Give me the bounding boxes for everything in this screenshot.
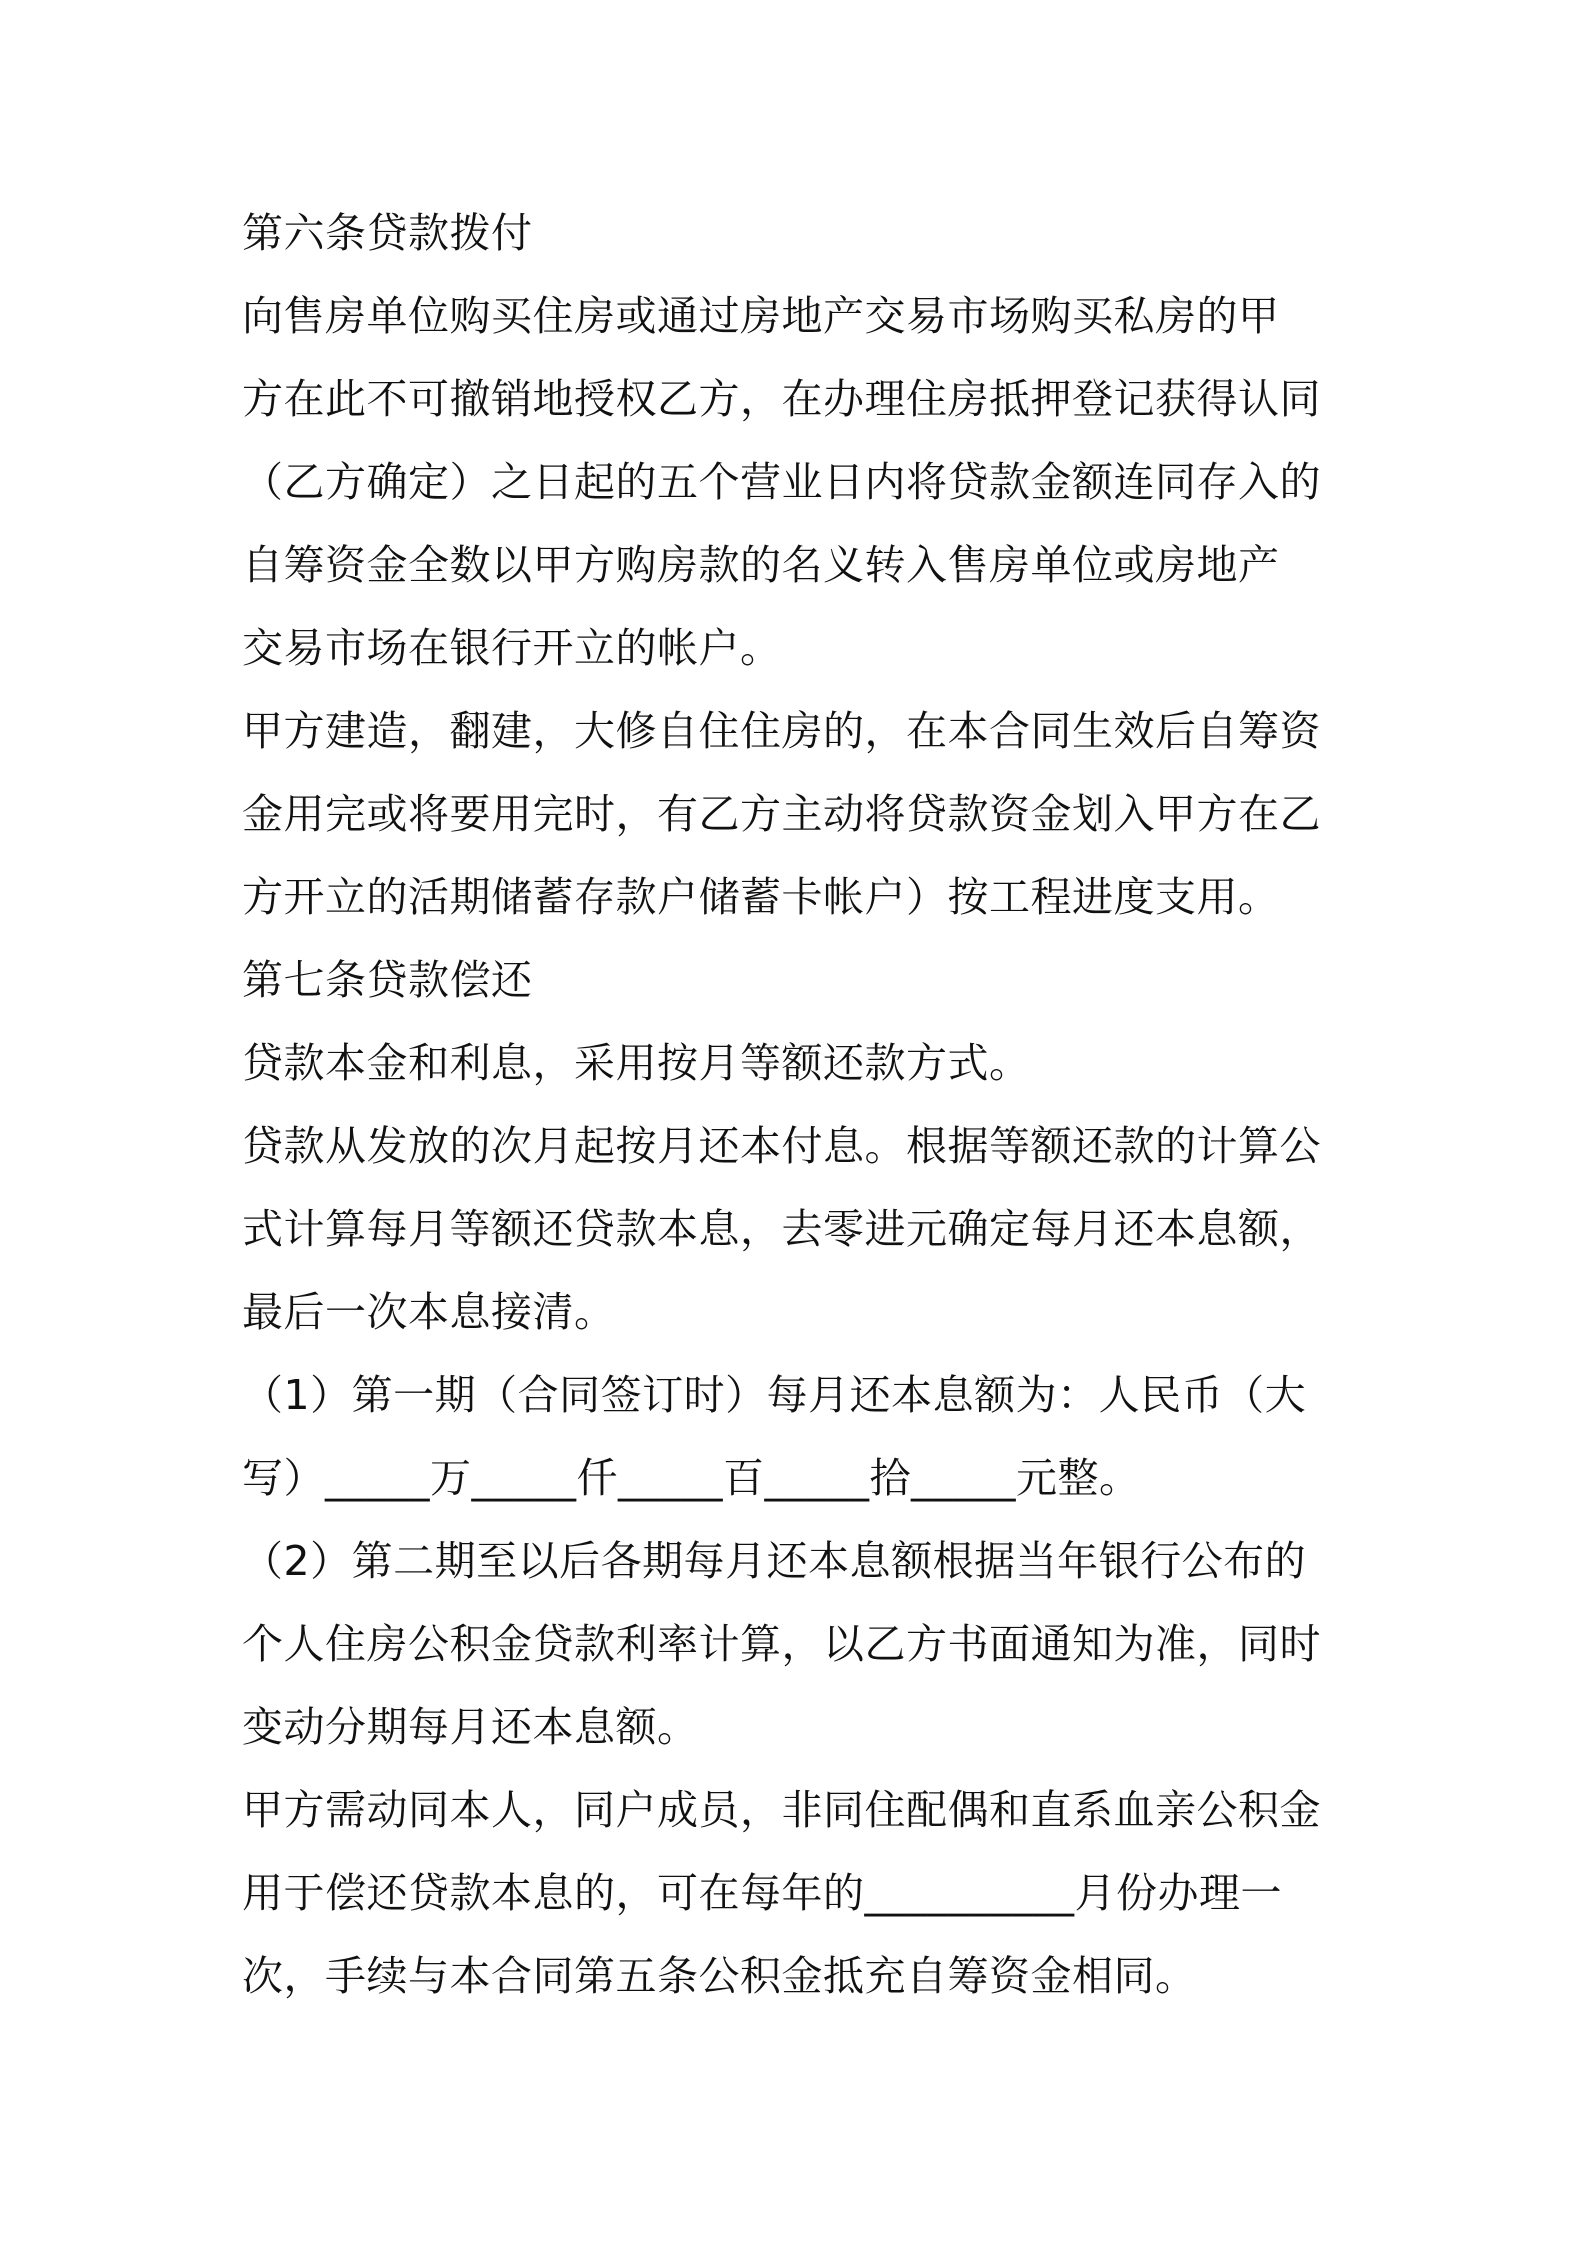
text-line: 贷款从发放的次月起按月还本付息。根据等额还款的计算公	[242, 1122, 1321, 1170]
text-line: （2）第二期至以后各期每月还本息额根据当年银行公布的	[242, 1537, 1307, 1585]
text-line: 最后一次本息接清。	[242, 1288, 616, 1336]
text-line: 自筹资金全数以甲方购房款的名义转入售房单位或房地产	[242, 541, 1280, 589]
text-line: 方开立的活期储蓄存款户储蓄卡帐户）按工程进度支用。	[242, 873, 1280, 921]
text-line: 甲方需动同本人，同户成员，非同住配偶和直系血亲公积金	[242, 1786, 1321, 1834]
text-line: （乙方确定）之日起的五个营业日内将贷款金额连同存入的	[242, 458, 1321, 506]
text-line: 次，手续与本合同第五条公积金抵充自筹资金相同。	[242, 1952, 1197, 2000]
article-6-paragraph-2	[242, 690, 1352, 939]
article-6-paragraph-1	[242, 275, 1352, 690]
text-line: 交易市场在银行开立的帐户。	[242, 624, 782, 672]
text-line: （1）第一期（合同签订时）每月还本息额为：人民币（大	[242, 1371, 1307, 1419]
text-line: 用于偿还贷款本息的，可在每年的__________月份办理一	[242, 1869, 1282, 1917]
article-7-item-2	[242, 1520, 1352, 1769]
text-line: 方在此不可撤销地授权乙方，在办理住房抵押登记获得认同	[242, 375, 1321, 423]
text-line: 变动分期每月还本息额。	[242, 1703, 699, 1751]
text-line: 向售房单位购买住房或通过房地产交易市场购买私房的甲	[242, 292, 1280, 340]
article-7-paragraph-3	[242, 1769, 1352, 2018]
article-7-heading: 第七条贷款偿还	[242, 956, 533, 1004]
text-line: 甲方建造，翻建，大修自住住房的，在本合同生效后自筹资	[242, 707, 1321, 755]
article-7-paragraph-2	[242, 1105, 1352, 1354]
article-6-heading: 第六条贷款拨付	[242, 209, 533, 257]
article-7-paragraph-1	[242, 1022, 1352, 1105]
text-line: 贷款本金和利息，采用按月等额还款方式。	[242, 1039, 1031, 1087]
text-line: 式计算每月等额还贷款本息，去零进元确定每月还本息额，	[242, 1205, 1321, 1253]
text-line: 写）_____万_____仟_____百_____拾_____元整。	[242, 1454, 1141, 1502]
text-line: 个人住房公积金贷款利率计算，以乙方书面通知为准，同时	[242, 1620, 1321, 1668]
article-7-item-1	[242, 1354, 1352, 1520]
text-line: 金用完或将要用完时，有乙方主动将贷款资金划入甲方在乙	[242, 790, 1321, 838]
document-body	[242, 192, 1352, 2018]
